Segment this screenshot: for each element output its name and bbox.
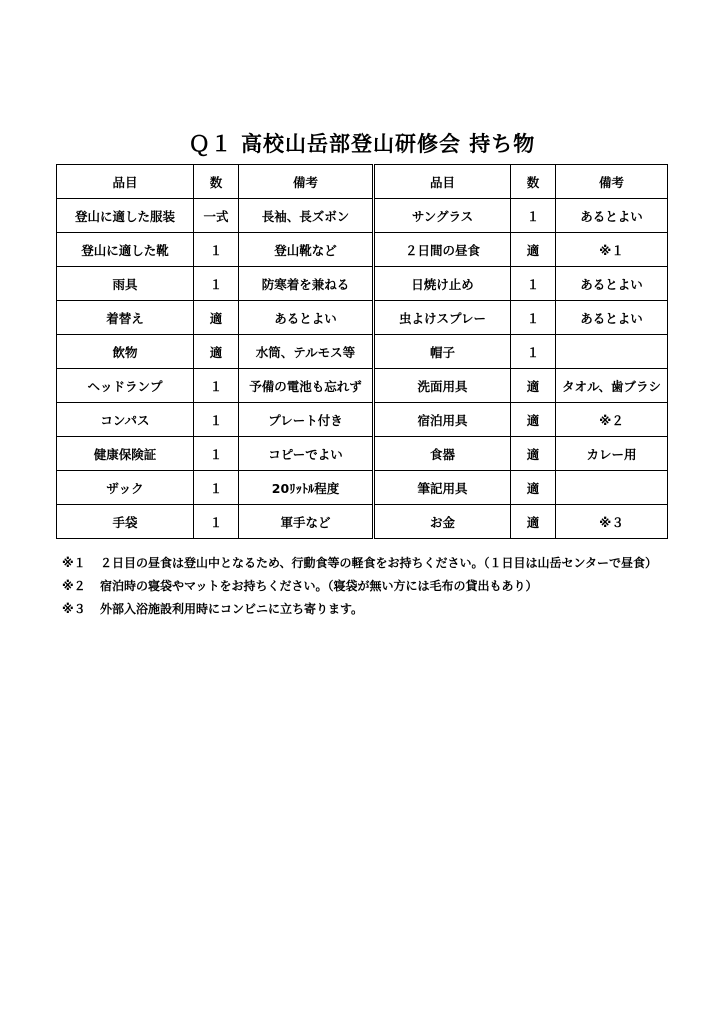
right-item-cell: 宿泊用具 xyxy=(374,403,511,437)
table-row xyxy=(57,369,668,403)
right-item-cell: 虫よけスプレー xyxy=(374,301,511,335)
right-qty-cell: １ xyxy=(511,267,556,301)
table-row xyxy=(57,335,668,369)
table-row xyxy=(57,505,668,539)
left-qty-cell: 適 xyxy=(194,335,239,369)
header-item-left: 品目 xyxy=(57,165,194,199)
right-item-cell: サングラス xyxy=(374,199,511,233)
table-header-row xyxy=(57,165,668,199)
left-qty-cell: 一式 xyxy=(194,199,239,233)
left-remarks-cell: 長袖、長ズボン xyxy=(239,199,374,233)
right-remarks-cell: あるとよい xyxy=(556,301,668,335)
left-item-cell: 手袋 xyxy=(57,505,194,539)
left-item-cell: 雨具 xyxy=(57,267,194,301)
left-item-cell: ヘッドランプ xyxy=(57,369,194,403)
left-item-cell: コンパス xyxy=(57,403,194,437)
right-qty-cell: １ xyxy=(511,335,556,369)
left-qty-cell: １ xyxy=(194,437,239,471)
right-remarks-cell: ※２ xyxy=(556,403,668,437)
right-remarks-cell: カレー用 xyxy=(556,437,668,471)
right-qty-cell: 適 xyxy=(511,403,556,437)
items-table-container xyxy=(56,164,668,539)
items-table xyxy=(56,164,668,539)
left-item-cell: 飲物 xyxy=(57,335,194,369)
table-row xyxy=(57,233,668,267)
right-remarks-cell: ※３ xyxy=(556,505,668,539)
left-remarks-cell: 20ﾘｯﾄﾙ程度 xyxy=(239,471,374,505)
left-remarks-cell: あるとよい xyxy=(239,301,374,335)
left-qty-cell: 適 xyxy=(194,301,239,335)
left-remarks-cell: 防寒着を兼ねる xyxy=(239,267,374,301)
right-item-cell: お金 xyxy=(374,505,511,539)
note-mark: ※２ xyxy=(62,579,86,593)
table-row xyxy=(57,403,668,437)
note-mark: ※１ xyxy=(62,556,86,570)
right-qty-cell: 適 xyxy=(511,369,556,403)
right-remarks-cell: あるとよい xyxy=(556,267,668,301)
left-qty-cell: １ xyxy=(194,403,239,437)
right-qty-cell: 適 xyxy=(511,471,556,505)
right-item-cell: ２日間の昼食 xyxy=(374,233,511,267)
right-item-cell: 帽子 xyxy=(374,335,511,369)
header-remarks-left: 備考 xyxy=(239,165,374,199)
table-row xyxy=(57,437,668,471)
left-remarks-cell: プレート付き xyxy=(239,403,374,437)
right-item-cell: 食器 xyxy=(374,437,511,471)
note-2 xyxy=(62,577,657,600)
right-remarks-cell xyxy=(556,335,668,369)
left-remarks-cell: コピーでよい xyxy=(239,437,374,471)
left-qty-cell: １ xyxy=(194,505,239,539)
left-item-cell: 着替え xyxy=(57,301,194,335)
left-item-cell: 健康保険証 xyxy=(57,437,194,471)
note-mark: ※３ xyxy=(62,602,86,616)
page-title: Ｑ１ 高校山岳部登山研修会 持ち物 xyxy=(188,132,536,156)
right-qty-cell: 適 xyxy=(511,505,556,539)
table-row xyxy=(57,471,668,505)
header-qty-left: 数 xyxy=(194,165,239,199)
note-text: 宿泊時の寝袋やマットをお持ちください。（寝袋が無い方には毛布の貸出もあり） xyxy=(100,579,538,593)
left-qty-cell: １ xyxy=(194,471,239,505)
right-qty-cell: 適 xyxy=(511,233,556,267)
left-item-cell: ザック xyxy=(57,471,194,505)
note-1 xyxy=(62,554,657,577)
right-remarks-cell: ※１ xyxy=(556,233,668,267)
left-remarks-cell: 軍手など xyxy=(239,505,374,539)
left-qty-cell: １ xyxy=(194,369,239,403)
left-qty-cell: １ xyxy=(194,233,239,267)
header-qty-right: 数 xyxy=(511,165,556,199)
right-remarks-cell xyxy=(556,471,668,505)
right-item-cell: 洗面用具 xyxy=(374,369,511,403)
note-text: ２日目の昼食は登山中となるため、行動食等の軽食をお持ちください。（１日目は山岳センターで昼食） xyxy=(100,556,658,570)
header-item-right: 品目 xyxy=(374,165,511,199)
left-remarks-cell: 水筒、テルモス等 xyxy=(239,335,374,369)
right-remarks-cell: タオル、歯ブラシ xyxy=(556,369,668,403)
note-text: 外部入浴施設利用時にコンビニに立ち寄ります。 xyxy=(100,602,364,616)
right-item-cell: 筆記用具 xyxy=(374,471,511,505)
right-item-cell: 日焼け止め xyxy=(374,267,511,301)
left-item-cell: 登山に適した靴 xyxy=(57,233,194,267)
left-remarks-cell: 登山靴など xyxy=(239,233,374,267)
left-item-cell: 登山に適した服装 xyxy=(57,199,194,233)
table-row xyxy=(57,267,668,301)
right-qty-cell: 適 xyxy=(511,437,556,471)
note-3 xyxy=(62,600,657,623)
right-remarks-cell: あるとよい xyxy=(556,199,668,233)
header-remarks-right: 備考 xyxy=(556,165,668,199)
right-qty-cell: １ xyxy=(511,301,556,335)
left-qty-cell: １ xyxy=(194,267,239,301)
table-row xyxy=(57,199,668,233)
table-row xyxy=(57,301,668,335)
notes xyxy=(62,554,657,623)
right-qty-cell: １ xyxy=(511,199,556,233)
left-remarks-cell: 予備の電池も忘れず xyxy=(239,369,374,403)
